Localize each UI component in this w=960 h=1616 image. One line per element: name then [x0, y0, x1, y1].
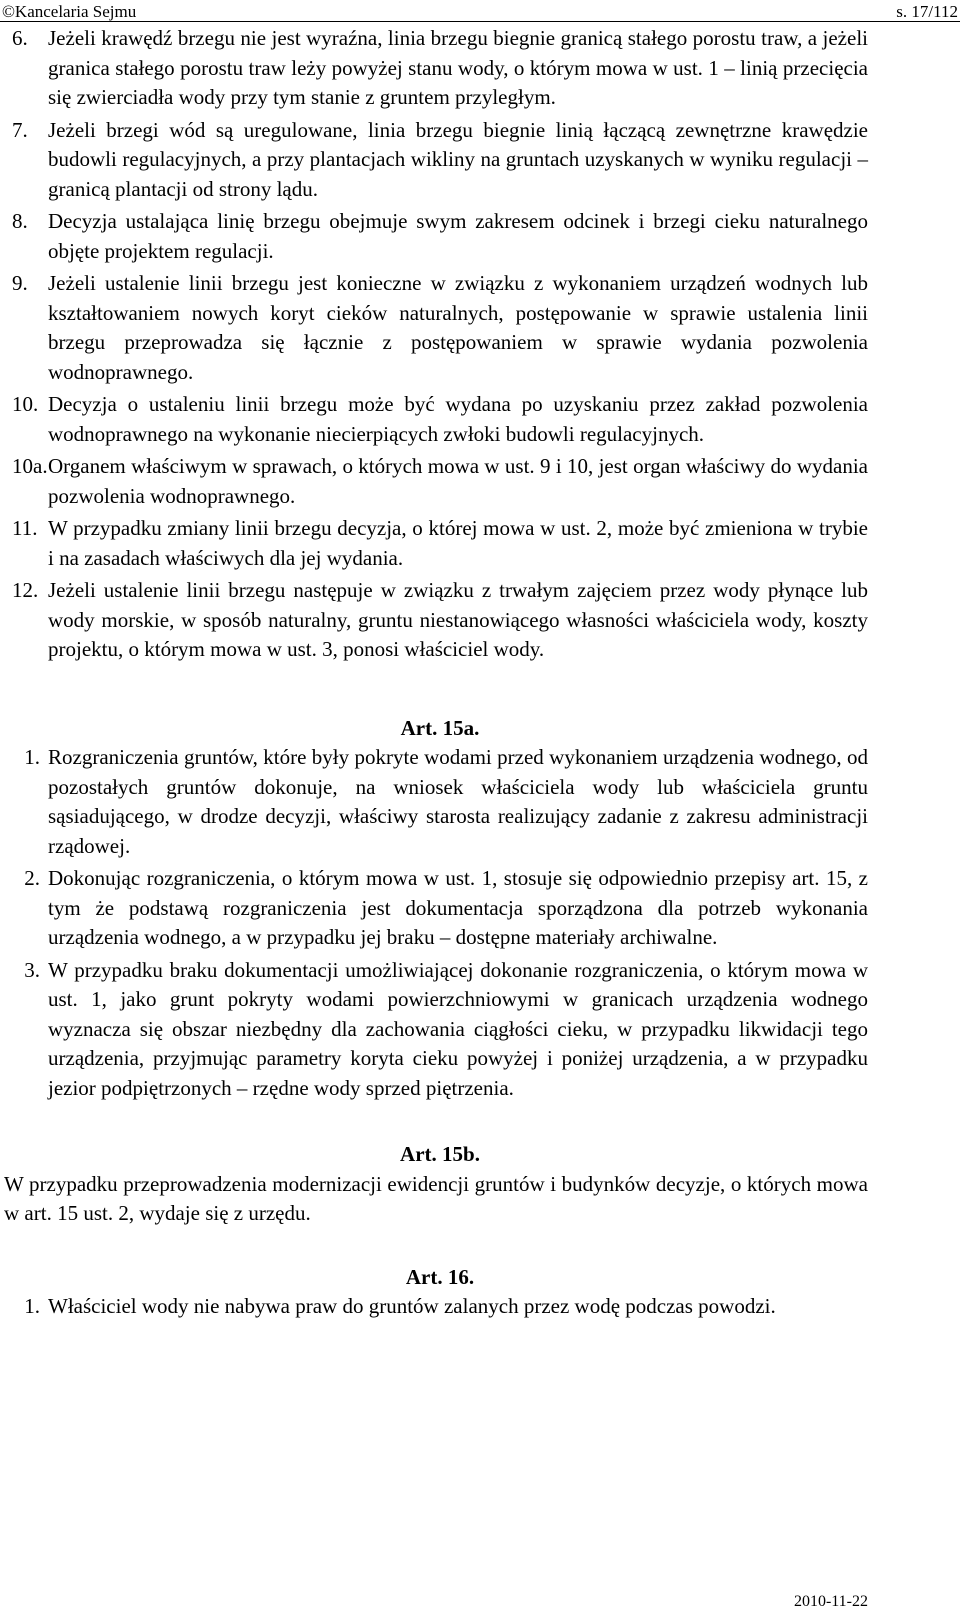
paragraph-10a	[12, 452, 868, 511]
paragraph-text: Rozgraniczenia gruntów, które były pokryte wodami przed wykonaniem urządzenia wodnego, od pozostałych gruntów dokonuje, na wniosek właściciela wody lub właściciela gruntu sąsiadującego, w drodze decyzji, właściwy starosta realizujący zadanie z zakresu administracji rządowej.	[48, 745, 868, 858]
paragraph-number: 10a.	[12, 454, 48, 478]
paragraph-number: 1.	[24, 1294, 40, 1318]
article-title: Art. 15a.	[400, 715, 480, 740]
paragraph-text: Organem właściwym w sprawach, o których mowa w ust. 9 i 10, jest organ właściwy do wydania pozwolenia wodnoprawnego.	[48, 454, 868, 508]
paragraph-number: 7.	[12, 117, 28, 142]
paragraph-6	[12, 24, 868, 113]
paragraph-number: 10.	[12, 392, 39, 416]
paragraph-12	[12, 576, 868, 665]
paragraph-text: Decyzja o ustaleniu linii brzegu może być wydana po uzyskaniu przez zakład pozwolenia wodnoprawnego na wykonanie niecierpiących zwłoki budowli regulacyjnych.	[48, 392, 868, 446]
header-divider	[0, 21, 960, 22]
paragraph-number: 3.	[24, 957, 40, 982]
document-body	[4, 24, 868, 1325]
spacer	[12, 1229, 868, 1263]
article-15a-paragraph-1	[12, 743, 868, 861]
paragraph-number: 8.	[12, 209, 28, 233]
section-paragraphs	[12, 24, 868, 665]
article-16	[12, 1263, 868, 1322]
paragraph-number: 6.	[12, 26, 28, 50]
article-15a	[12, 714, 868, 1104]
paragraph-9	[12, 269, 868, 387]
paragraph-text: Jeżeli ustalenie linii brzegu następuje w związku z trwałym zajęciem przez wody płynące lub wody morskie, w sposób naturalny, gruntu niestanowiącego własności właściciela wody, koszty projektu, o którym mowa w ust. 3, ponosi właściciel wody.	[48, 578, 868, 661]
spacer	[12, 668, 868, 714]
paragraph-number: 2.	[24, 866, 40, 890]
paragraph-number: 11.	[12, 516, 38, 540]
paragraph-text: W przypadku zmiany linii brzegu decyzja, o której mowa w ust. 2, może być zmieniona w trybie i na zasadach właściwych dla jej wydania.	[48, 516, 868, 570]
page-number: s. 17/112	[896, 2, 958, 21]
paragraph-10	[12, 390, 868, 449]
article-15b-text: W przypadku przeprowadzenia modernizacji ewidencji gruntów i budynków decyzje, o których mowa w art. 15 ust. 2, wydaje się z urzędu.	[4, 1171, 868, 1225]
paragraph-7	[12, 116, 868, 205]
article-15a-paragraph-3	[12, 956, 868, 1104]
paragraph-text: Dokonując rozgraniczenia, o którym mowa w ust. 1, stosuje się odpowiednio przepisy art. 15, z tym że podstawą rozgraniczenia jest dokumentacja sporządzona dla potrzeb wykonania urządzenia wodnego, a w przypadku jej braku – dostępne materiały archiwalne.	[48, 866, 868, 949]
paragraph-text: W przypadku braku dokumentacji umożliwiającej dokonanie rozgraniczenia, o którym mowa w ust. 1, jako grunt pokryty wodami powierzchniowymi w granicach urządzenia wodnego wyznacza się obszar niezbędny dla zachowania ciągłości cieku, w przypadku likwidacji tego urządzenia, przyjmując parametry koryta cieku powyżej i poniżej urządzenia, a w przypadku jezior podpiętrzonych – rzędne wody sprzed piętrzenia.	[48, 957, 868, 1100]
paragraph-text: Jeżeli brzegi wód są uregulowane, linia brzegu biegnie linią łączącą zewnętrzne krawędzie budowli regulacyjnych, a przy plantacjach wikliny na gruntach uzyskanych w wyniku regulacji – granicą plantacji od strony lądu.	[48, 117, 868, 201]
article-title: Art. 15b.	[400, 1142, 480, 1166]
article-15b	[4, 1140, 868, 1229]
article-title: Art. 16.	[405, 1264, 475, 1289]
page-header	[0, 0, 960, 24]
paragraph-text: Decyzja ustalająca linię brzegu obejmuje swym zakresem odcinek i brzegi cieku naturalnego objęte projektem regulacji.	[48, 209, 868, 263]
footer-date: 2010-11-22	[793, 1593, 868, 1610]
paragraph-11	[12, 514, 868, 573]
paragraph-number: 9.	[12, 271, 28, 295]
spacer	[12, 1106, 868, 1140]
paragraph-text: Jeżeli krawędź brzegu nie jest wyraźna, linia brzegu biegnie granicą stałego porostu traw, a jeżeli granica stałego porostu traw leży powyżej stanu wody, o którym mowa w ust. 1 – linią przecięcia się zwierciadła wody przy tym stanie z gruntem przyległym.	[48, 26, 868, 109]
article-16-paragraph-1	[12, 1292, 868, 1322]
article-15a-paragraph-2	[12, 864, 868, 953]
paragraph-text: Właściciel wody nie nabywa praw do gruntów zalanych przez wodę podczas powodzi.	[48, 1294, 776, 1318]
paragraph-text: Jeżeli ustalenie linii brzegu jest konieczne w związku z wykonaniem urządzeń wodnych lub kształtowaniem nowych koryt cieków naturalnych, postępowanie w sprawie ustalenia linii brzegu przeprowadza się łącznie z postępowaniem w sprawie wydania pozwolenia wodnoprawnego.	[48, 271, 868, 384]
paragraph-8	[12, 207, 868, 266]
paragraph-number: 12.	[12, 578, 39, 602]
paragraph-number: 1.	[24, 745, 40, 769]
source-label: ©Kancelaria Sejmu	[2, 2, 137, 21]
